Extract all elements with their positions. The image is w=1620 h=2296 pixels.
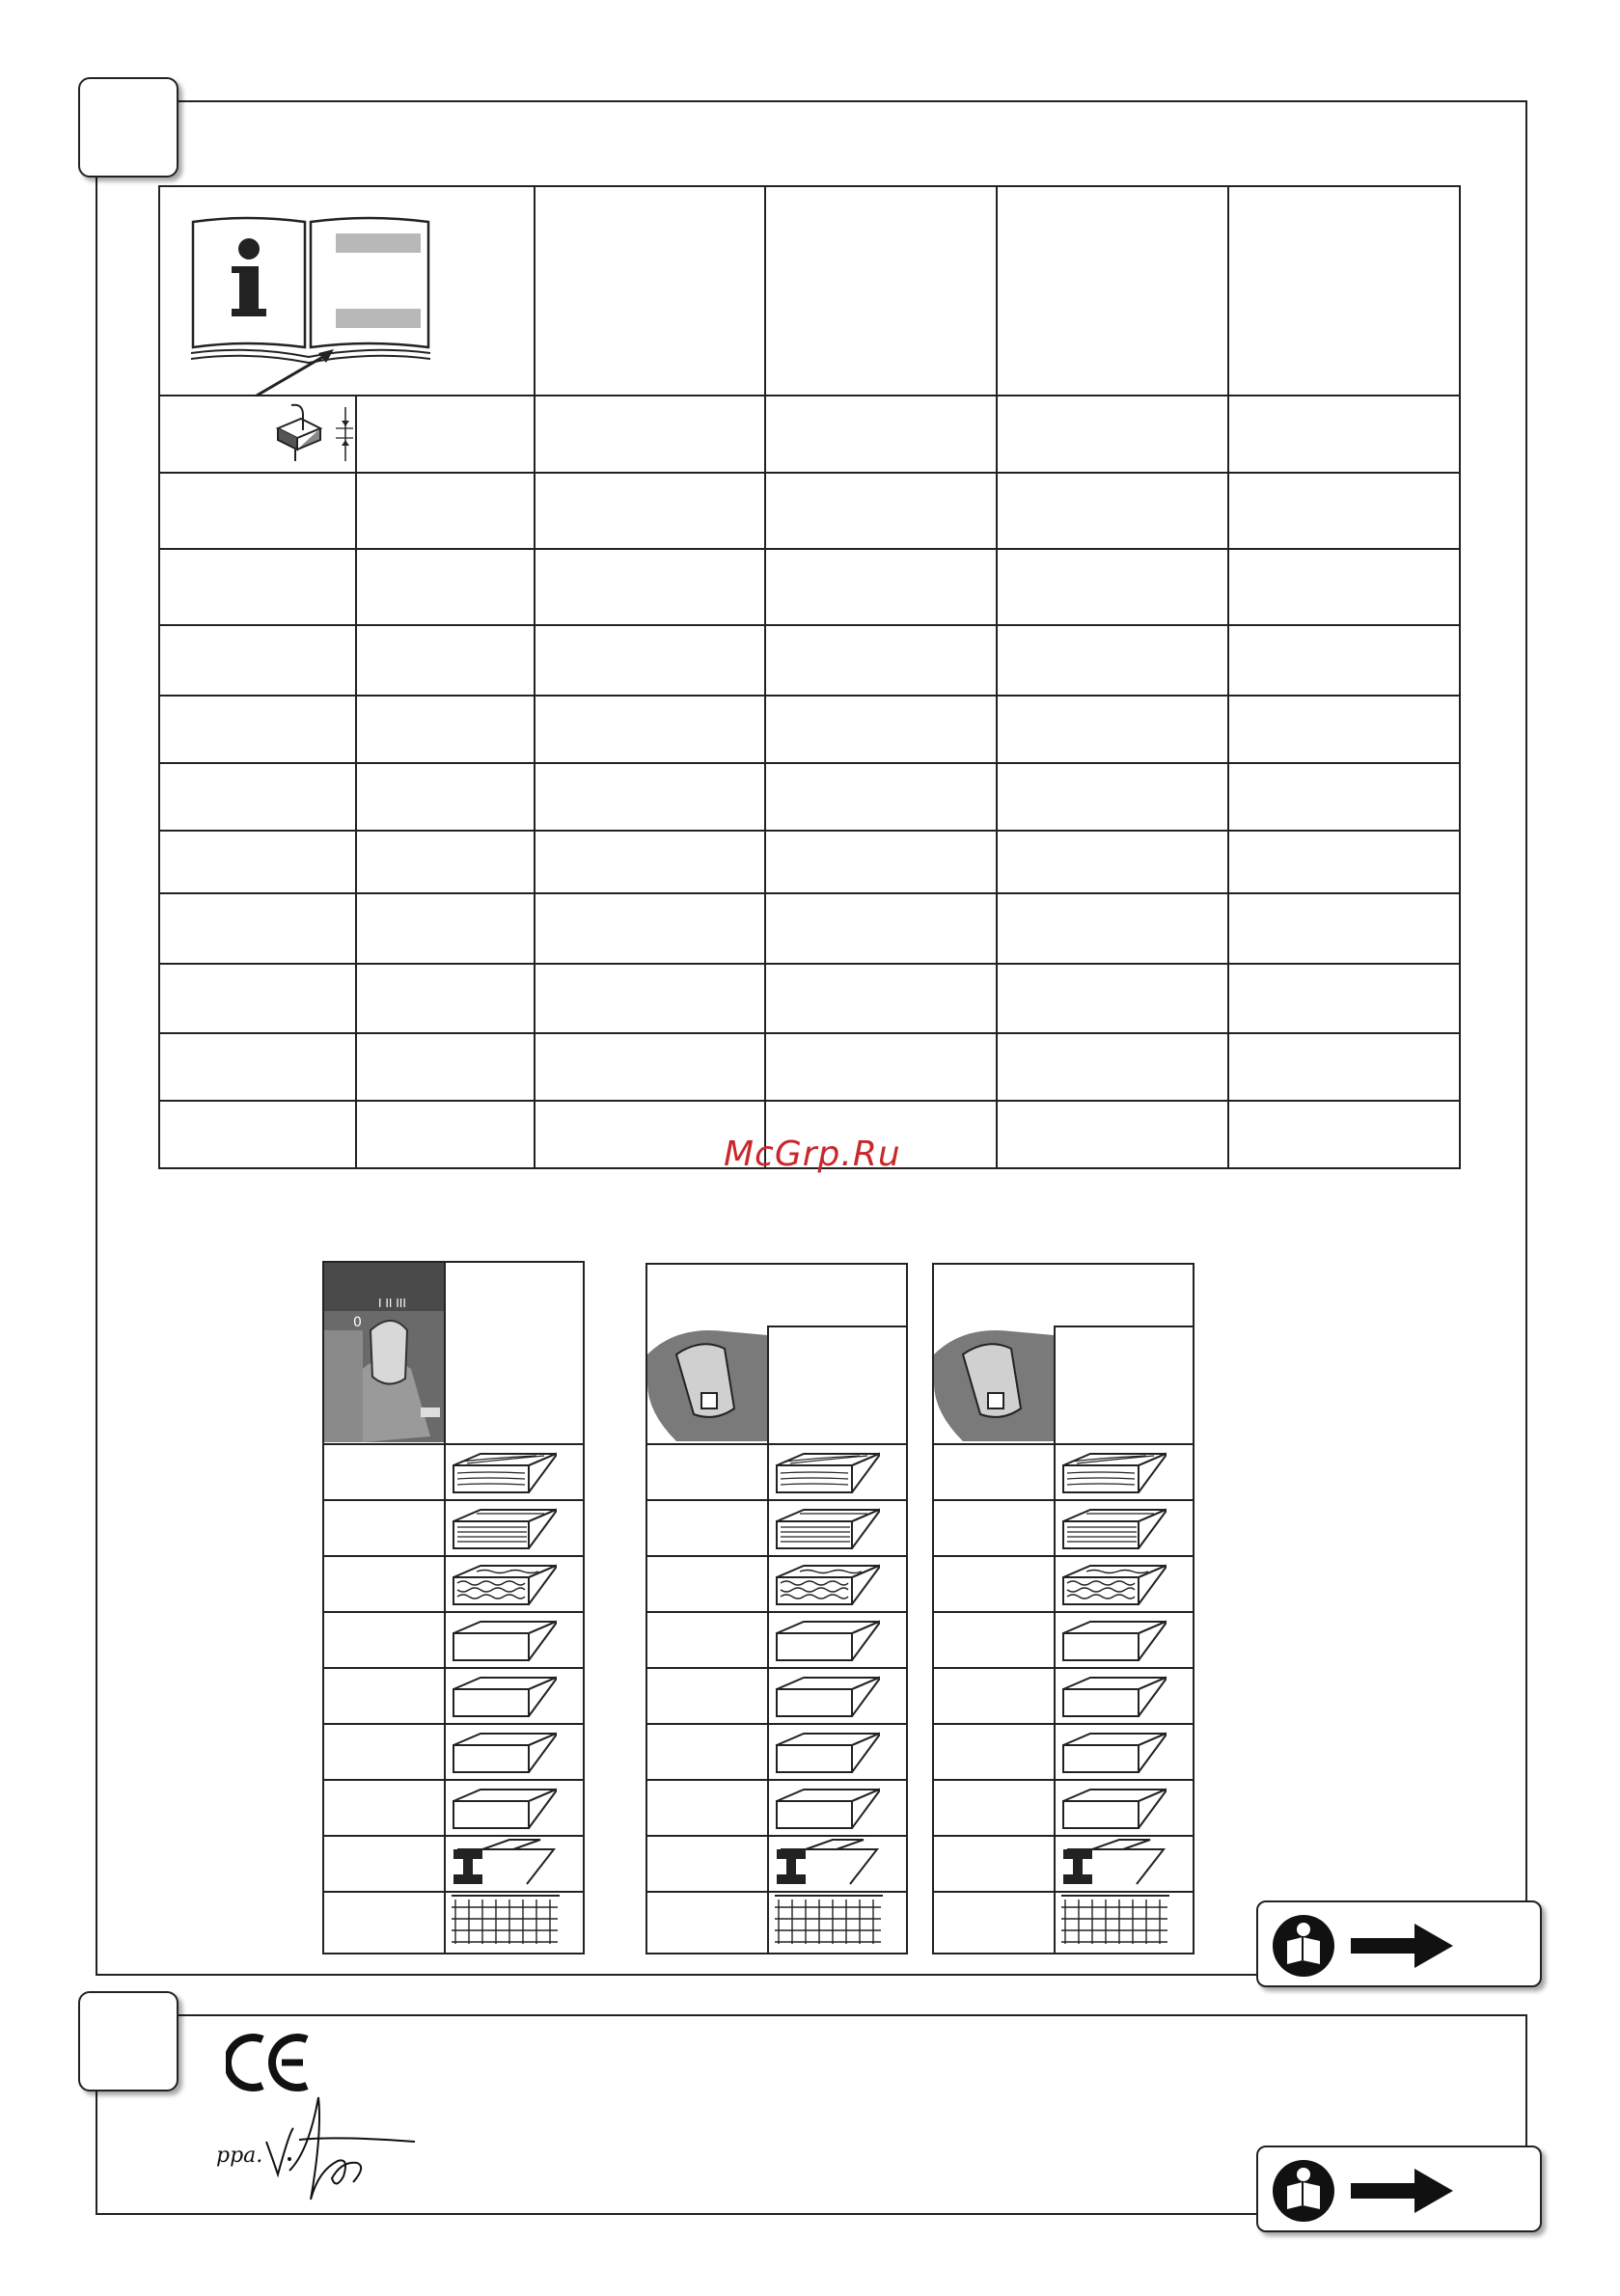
profile-beam-icon [1057, 1836, 1173, 1890]
read-manual-arrow-icon [1270, 1912, 1463, 1980]
mesh-icon [1057, 1892, 1173, 1946]
hardwood-icon [771, 1500, 887, 1554]
cut-depth-icon [272, 399, 355, 467]
chipboard-icon [771, 1556, 887, 1610]
svg-text:0: 0 [353, 1315, 362, 1330]
profile-beam-icon [771, 1836, 887, 1890]
section-tab-1 [78, 77, 178, 178]
chipboard-icon [1057, 1556, 1173, 1610]
ce-mark-icon [226, 2032, 313, 2093]
panel-icon [771, 1612, 887, 1666]
panel-icon [1057, 1780, 1173, 1834]
info-manual-icon [189, 212, 440, 400]
section-tab-2 [78, 1991, 178, 2091]
svg-text:I II III: I II III [378, 1297, 406, 1310]
panel-icon [448, 1780, 563, 1834]
signature-prefix: ppa. [216, 2144, 263, 2168]
softwood-icon [771, 1444, 887, 1498]
handwritten-signature [261, 2093, 425, 2209]
profile-beam-icon [448, 1836, 563, 1890]
softwood-icon [1057, 1444, 1173, 1498]
read-manual-reference-button[interactable] [1256, 2146, 1542, 2232]
speed-switch-photo [324, 1263, 444, 1442]
panel-icon [771, 1724, 887, 1778]
hardwood-icon [1057, 1500, 1173, 1554]
panel-icon [448, 1612, 563, 1666]
blade-guard-photo [647, 1326, 767, 1441]
watermark-text: McGrp.Ru [724, 1134, 901, 1174]
blade-guard-photo [934, 1326, 1054, 1441]
hardwood-icon [448, 1500, 563, 1554]
mesh-icon [771, 1892, 887, 1946]
panel-icon [1057, 1668, 1173, 1722]
softwood-icon [448, 1444, 563, 1498]
panel-icon [1057, 1724, 1173, 1778]
panel-icon [771, 1668, 887, 1722]
chipboard-icon [448, 1556, 563, 1610]
panel-icon [448, 1724, 563, 1778]
panel-icon [1057, 1612, 1173, 1666]
panel-icon [771, 1780, 887, 1834]
panel-icon [448, 1668, 563, 1722]
read-manual-reference-button[interactable] [1256, 1900, 1542, 1987]
mesh-icon [448, 1892, 563, 1946]
read-manual-arrow-icon [1270, 2157, 1463, 2225]
